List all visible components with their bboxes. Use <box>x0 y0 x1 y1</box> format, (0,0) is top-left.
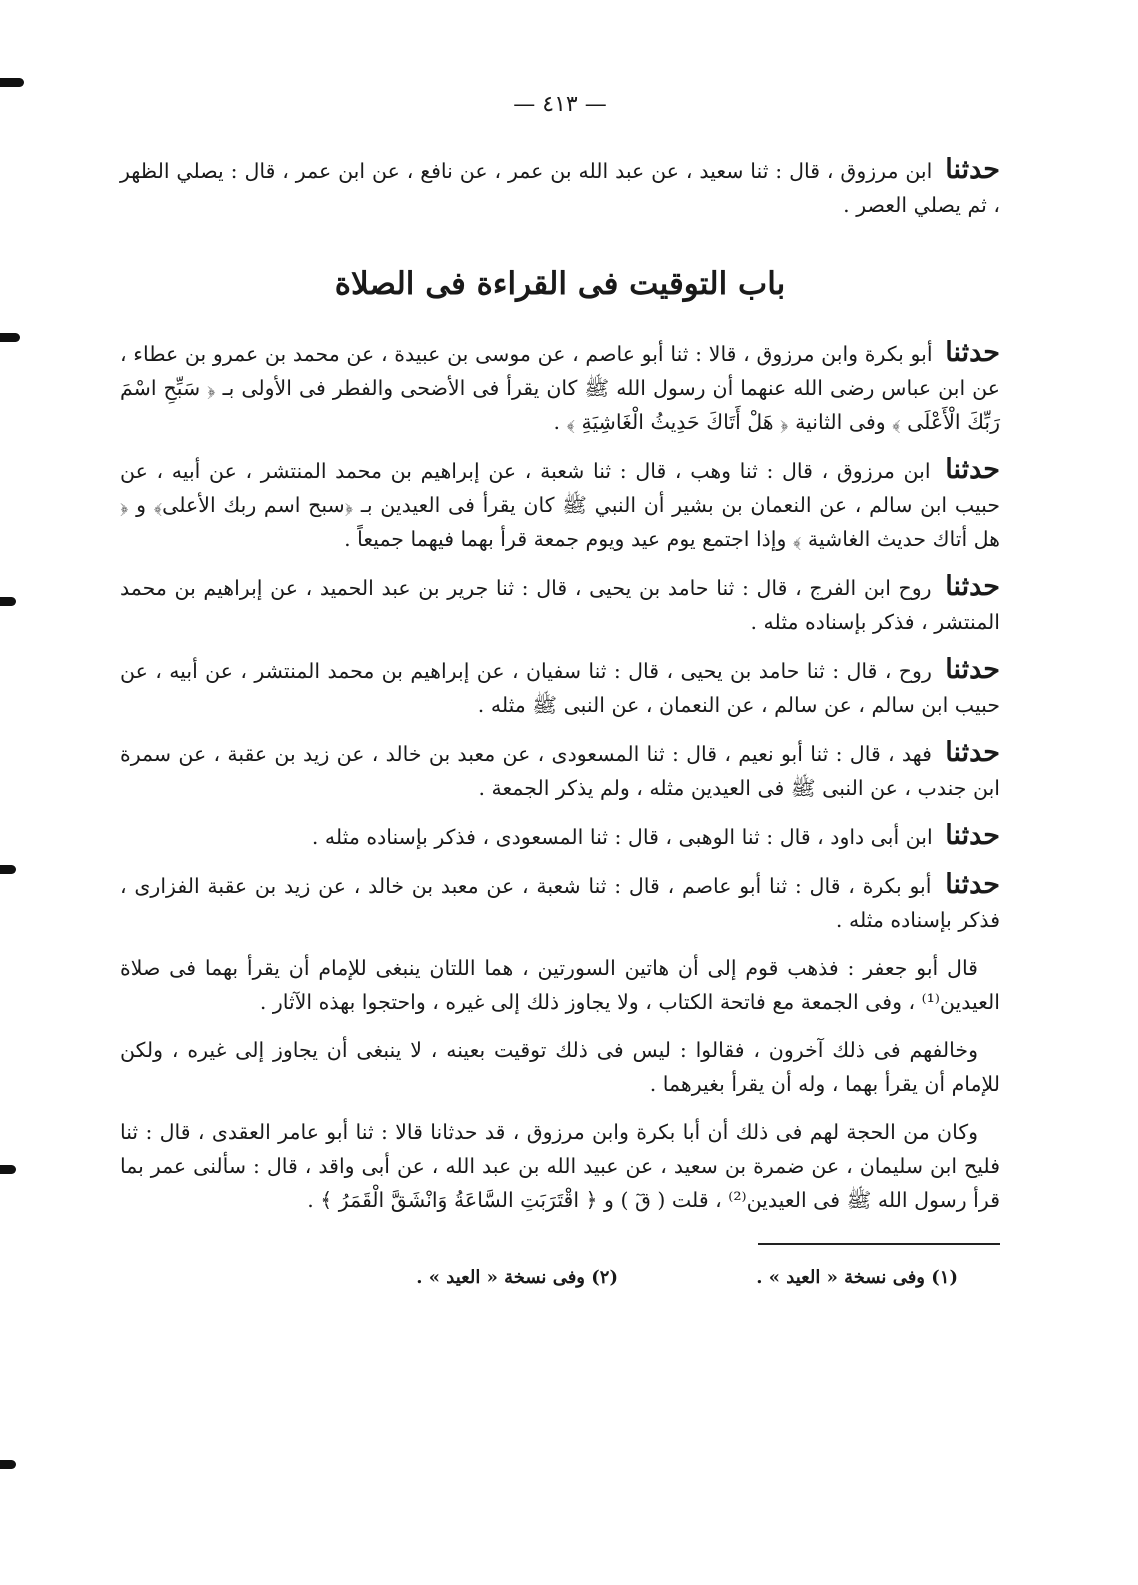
paragraph-text: روح ابن الفرج ، قال : ثنا حامد بن يحيى ، قال : ثنا جرير بن عبد الحميد ، عن إبراهيم بن محمد المنتشر ، فذكر بإسناده مثله . <box>120 576 1000 634</box>
hadith-paragraph <box>120 653 1000 722</box>
lead-word: حدثنا <box>945 454 1000 485</box>
paragraph-text: روح ، قال : ثنا حامد بن يحيى ، قال : ثنا سفيان ، عن إبراهيم بن محمد المنتشر ، عن أبيه ، عن حبيب ابن سالم ، عن سالم ، عن النعمان ، عن النبى ﷺ مثله . <box>120 659 1000 717</box>
document-page <box>120 92 1000 1288</box>
scan-margin-marks <box>0 0 24 1585</box>
narrative-paragraph: وكان من الحجة لهم فى ذلك أن أبا بكرة وابن مرزوق ، قد حدثانا قالا : ثنا أبو عامر العقدى ، قال : ثنا فليح ابن سليمان ، عن ضمرة بن سعيد ، عن عبيد الله بن عبد الله ، عن أبى واقد ، قال : سألنى عمر بما قرأ رسول الله ﷺ فى العيدين⁽²⁾ ، قلت ( قٓ ) و ﴿ اقْتَرَبَتِ السَّاعَةُ وَانْشَقَّ الْقَمَرُ ﴾ . <box>120 1120 1000 1212</box>
footnotes <box>120 1267 1000 1288</box>
lead-word: حدثنا <box>945 869 1000 900</box>
hadith-paragraph <box>120 868 1000 937</box>
hadith-paragraph <box>120 736 1000 805</box>
footnote-divider <box>758 1243 1000 1245</box>
lead-word: حدثنا <box>945 737 1000 768</box>
chapter-heading: باب التوقيت فى القراءة فى الصلاة <box>334 266 786 302</box>
hadith-paragraph <box>120 453 1000 556</box>
footnote: (١) وفى نسخة « العيد » . <box>756 1267 958 1288</box>
narrative-paragraph: قال أبو جعفر : فذهب قوم إلى أن هاتين السورتين ، هما اللتان ينبغى للإمام أن يقرأ بهما فى صلاة العيدين⁽¹⁾ ، وفى الجمعة مع فاتحة الكتاب ، ولا يجاوز ذلك إلى غيره ، واحتجوا بهذه الآثار . <box>120 956 1000 1014</box>
paragraph-text: أبو بكرة ، قال : ثنا أبو عاصم ، قال : ثنا شعبة ، عن معبد بن خالد ، عن زيد بن عقبة الفزارى ، فذكر بإسناده مثله . <box>120 874 1000 932</box>
footnote: (٢) وفى نسخة « العيد » . <box>416 1267 618 1288</box>
paragraph-text: ابن مرزوق ، قال : ثنا وهب ، قال : ثنا شعبة ، عن إبراهيم بن محمد المنتشر ، عن أبيه ، عن حبيب ابن سالم ، عن النعمان بن بشير أن النبي ﷺ كان يقرأ فى العيدين بـ ﴿سبح اسم ربك الأعلى﴾ و ﴿ هل أتاك حديث الغاشية ﴾ وإذا اجتمع يوم عيد ويوم جمعة قرأ بهما فيهما جميعاً . <box>120 459 1000 551</box>
scan-mark <box>0 333 20 342</box>
lead-word: حدثنا <box>945 337 1000 368</box>
scan-mark <box>0 1460 16 1469</box>
scan-mark <box>0 78 24 87</box>
paragraph-text: أبو بكرة وابن مرزوق ، قالا : ثنا أبو عاصم ، عن موسى بن عبيدة ، عن محمد بن عمرو بن عطاء ، عن ابن عباس رضى الله عنهما أن رسول الله ﷺ كان يقرأ فى الأضحى والفطر فى الأولى بـ ﴿ سَبِّحِ اسْمَ رَبِّكَ الْأَعْلَى ﴾ وفى الثانية ﴿ هَلْ أَتَاكَ حَدِيثُ الْغَاشِيَةِ ﴾ . <box>120 342 1001 434</box>
scan-mark <box>0 865 16 874</box>
lead-word: حدثنا <box>945 820 1000 851</box>
paragraph-text: ابن مرزوق ، قال : ثنا سعيد ، عن عبد الله بن عمر ، عن نافع ، عن ابن عمر ، قال : يصلي الظهر ، ثم يصلي العصر . <box>120 159 1000 217</box>
scan-mark <box>0 1165 16 1174</box>
paragraph-text: ابن أبى داود ، قال : ثنا الوهبى ، قال : ثنا المسعودى ، فذكر بإسناده مثله . <box>311 825 933 849</box>
narrative-paragraph: وخالفهم فى ذلك آخرون ، فقالوا : ليس فى ذلك توقيت بعينه ، لا ينبغى أن يجاوز إلى غيره ، ولكن للإمام أن يقرأ بهما ، وله أن يقرأ بغيرهما . <box>120 1038 1000 1096</box>
intro-paragraph <box>120 153 1000 222</box>
scan-mark <box>0 597 16 606</box>
lead-word: حدثنا <box>945 654 1000 685</box>
page-number: — ٤١٣ — <box>513 92 607 117</box>
lead-word: حدثنا <box>945 571 1000 602</box>
hadith-paragraph <box>120 336 1000 439</box>
hadith-paragraph <box>120 570 1000 639</box>
hadith-paragraph <box>120 819 1000 854</box>
lead-word: حدثنا <box>945 154 1000 185</box>
paragraph-text: فهد ، قال : ثنا أبو نعيم ، قال : ثنا المسعودى ، عن معبد بن خالد ، عن زيد بن عقبة ، عن سمرة ابن جندب ، عن النبى ﷺ فى العيدين مثله ، ولم يذكر الجمعة . <box>120 742 1000 800</box>
